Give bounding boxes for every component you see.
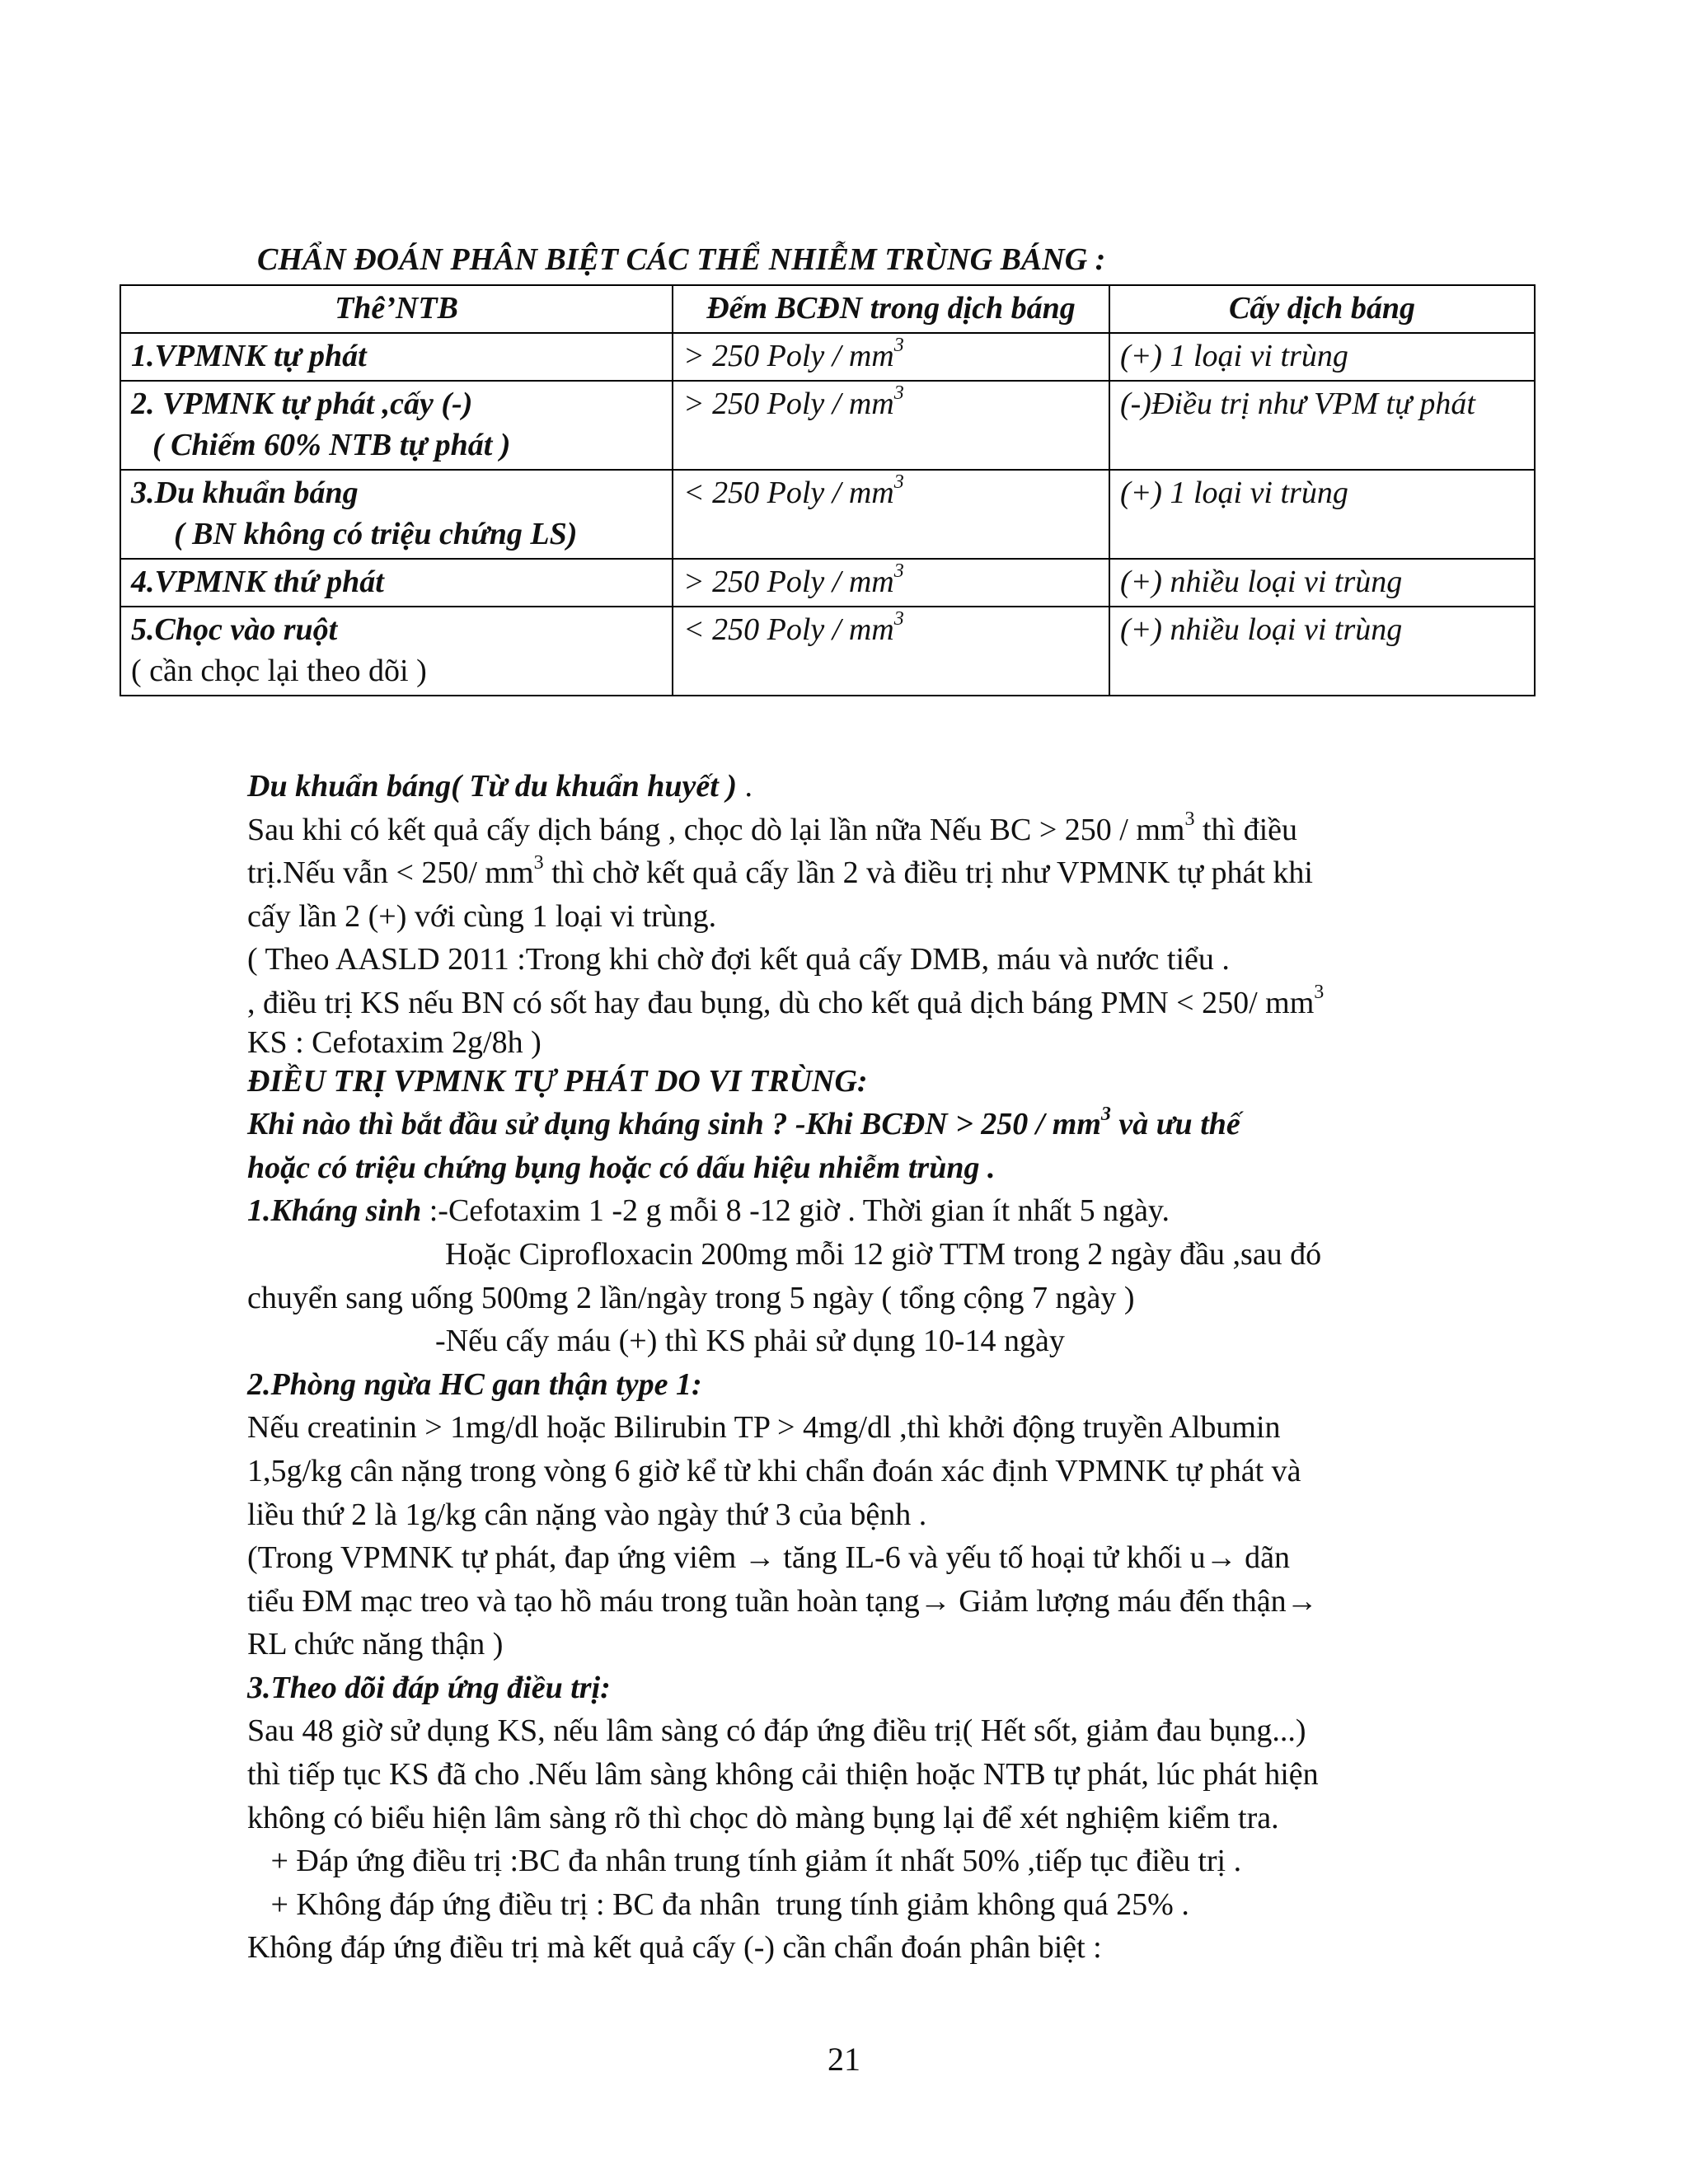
row-type: 4.VPMNK thứ phát [131,565,384,599]
treatment-heading: ĐIỀU TRỊ VPMNK TỰ PHÁT DO VI TRÙNG: [247,1063,868,1099]
header-count: Đếm BCĐN trong dịch báng [673,285,1109,333]
paragraph-line: RL chức năng thận ) [247,1627,504,1662]
paragraph-line [247,851,1434,895]
paragraph-line: tiểu ĐM mạc treo và tạo hồ máu trong tuần hoàn tạng→ Giảm lượng máu đến thận→ [247,1583,1318,1619]
paragraph-line: + Không đáp ứng điều trị : BC đa nhân trung tính giảm không quá 25% . [247,1886,1189,1922]
paragraph-line: hoặc có triệu chứng bụng hoặc có dấu hiệu nhiễm trùng . [247,1150,996,1185]
row-count: > 250 Poly / mm [683,339,894,373]
line-text: thì chờ kết quả cấy lần 2 và điều trị như VPMNK tự phát khi [543,855,1313,891]
row-count-cell [673,607,1109,696]
paragraph-line: thì tiếp tục KS đã cho .Nếu lâm sàng không cải thiện hoặc NTB tự phát, lúc phát hiện [247,1757,1319,1793]
table-row [120,333,1535,381]
row-count: > 250 Poly / mm [683,387,894,421]
row-count-exponent: 3 [893,560,904,583]
header-culture: Cấy dịch báng [1109,285,1535,333]
line-text: Khi nào thì bắt đầu sử dụng kháng sinh ? -Khi BCĐN > 250 / mm [247,1107,1101,1142]
line-text: thì điều [1194,812,1297,847]
paragraph-line [247,1103,1434,1146]
exponent: 3 [1184,808,1195,830]
row-count-exponent: 3 [893,471,904,494]
row-count-exponent: 3 [893,382,904,405]
row-type: 2. VPMNK tự phát ,cấy (-) [131,387,473,421]
row-count-exponent: 3 [893,335,904,357]
body-text [247,765,1434,1970]
exponent: 3 [533,851,544,874]
paragraph-line: ( Theo AASLD 2011 :Trong khi chờ đợi kết quả cấy DMB, máu và nước tiểu . [247,942,1230,977]
paragraph-line: KS : Cefotaxim 2g/8h ) [247,1024,542,1060]
table-row [120,607,1535,696]
row-count-cell [673,333,1109,381]
paragraph-line [247,808,1434,852]
row-count-cell [673,381,1109,470]
row-culture: (+) 1 loại vi trùng [1109,333,1535,381]
row-type-cell [120,381,673,470]
paragraph-line: (Trong VPMNK tự phát, đap ứng viêm → tăng IL-6 và yếu tố hoại tử khối u→ dãn [247,1540,1291,1576]
paragraph-line [247,1189,1434,1233]
row-count-cell [673,559,1109,607]
row-culture: (+) 1 loại vi trùng [1109,470,1535,559]
exponent: 3 [1314,982,1325,1004]
row-type: 5.Chọc vào ruột [131,612,338,647]
paragraph-line [247,982,1434,1025]
subheading-antibiotic: 1.Kháng sinh [247,1193,422,1229]
table-row [120,559,1535,607]
paragraph-line: Sau 48 giờ sử dụng KS, nếu lâm sàng có đáp ứng điều trị( Hết sốt, giảm đau bụng...) [247,1713,1306,1749]
row-type: 3.Du khuẩn báng [131,476,359,510]
paragraph-line: Không đáp ứng điều trị mà kết quả cấy (-) cần chẩn đoán phân biệt : [247,1930,1102,1966]
row-note: ( Chiếm 60% NTB tự phát ) [152,428,511,462]
paragraph-line: cấy lần 2 (+) với cùng 1 loại vi trùng. [247,898,717,934]
paragraph-line: chuyển sang uống 500mg 2 lần/ngày trong 5 ngày ( tổng cộng 7 ngày ) [247,1280,1135,1315]
line-text: Sau khi có kết quả cấy dịch báng , chọc dò lại lần nữa Nếu BC > 250 / mm [247,812,1185,847]
page-number: 21 [828,2041,860,2078]
table-row [120,470,1535,559]
row-count-cell [673,470,1109,559]
paragraph-line: liều thứ 2 là 1g/kg cân nặng vào ngày thứ 3 của bệnh . [247,1497,927,1532]
line-text: :-Cefotaxim 1 -2 g mỗi 8 -12 giờ . Thời gian ít nhất 5 ngày. [421,1193,1170,1229]
paragraph-line: -Nếu cấy máu (+) thì KS phải sử dụng 10-14 ngày [435,1324,1065,1359]
header-type: Thê’NTB [120,285,673,333]
row-note: ( cần chọc lại theo dõi ) [131,654,427,688]
paragraph-line: Nếu creatinin > 1mg/dl hoặc Bilirubin TP > 4mg/dl ,thì khởi động truyền Albumin [247,1410,1281,1446]
row-count: > 250 Poly / mm [683,565,894,599]
row-type-cell [120,607,673,696]
row-type-cell [120,333,673,381]
row-type-cell [120,559,673,607]
line-text: , điều trị KS nếu BN có sốt hay đau bụng, dù cho kết quả dịch báng PMN < 250/ mm [247,985,1315,1020]
row-culture: (+) nhiều loại vi trùng [1109,559,1535,607]
row-note: ( BN không có triệu chứng LS) [174,517,578,551]
paragraph-heading [247,765,1434,808]
heading-text: Du khuẩn báng( Từ du khuẩn huyết ) [247,769,737,804]
table-header-row [120,285,1535,333]
row-type: 1.VPMNK tự phát [131,339,367,373]
subheading-monitoring: 3.Theo dõi đáp ứng điều trị: [247,1670,611,1705]
row-count: < 250 Poly / mm [683,476,894,510]
table-row [120,381,1535,470]
line-text: và ưu thế [1110,1107,1240,1142]
row-count: < 250 Poly / mm [683,612,894,647]
paragraph-line: 1,5g/kg cân nặng trong vòng 6 giờ kể từ khi chẩn đoán xác định VPMNK tự phát và [247,1453,1301,1488]
paragraph-line: Hoặc Ciprofloxacin 200mg mỗi 12 giờ TTM trong 2 ngày đầu ,sau đó [445,1236,1322,1272]
row-culture: (-)Điều trị như VPM tự phát [1109,381,1535,470]
row-count-exponent: 3 [893,608,904,630]
heading-tail: . [737,769,753,804]
row-type-cell [120,470,673,559]
section-title: CHẨN ĐOÁN PHÂN BIỆT CÁC THỂ NHIỄM TRÙNG BÁNG : [257,242,1106,277]
paragraph-line: không có biểu hiện lâm sàng rõ thì chọc dò màng bụng lại để xét nghiệm kiểm tra. [247,1800,1279,1835]
line-text: trị.Nếu vẫn < 250/ mm [247,855,534,891]
differential-diagnosis-table [120,284,1536,696]
row-culture: (+) nhiều loại vi trùng [1109,607,1535,696]
subheading-prevention: 2.Phòng ngừa HC gan thận type 1: [247,1366,702,1402]
exponent: 3 [1100,1103,1111,1125]
paragraph-line: + Đáp ứng điều trị :BC đa nhân trung tính giảm ít nhất 50% ,tiếp tục điều trị . [247,1844,1242,1879]
